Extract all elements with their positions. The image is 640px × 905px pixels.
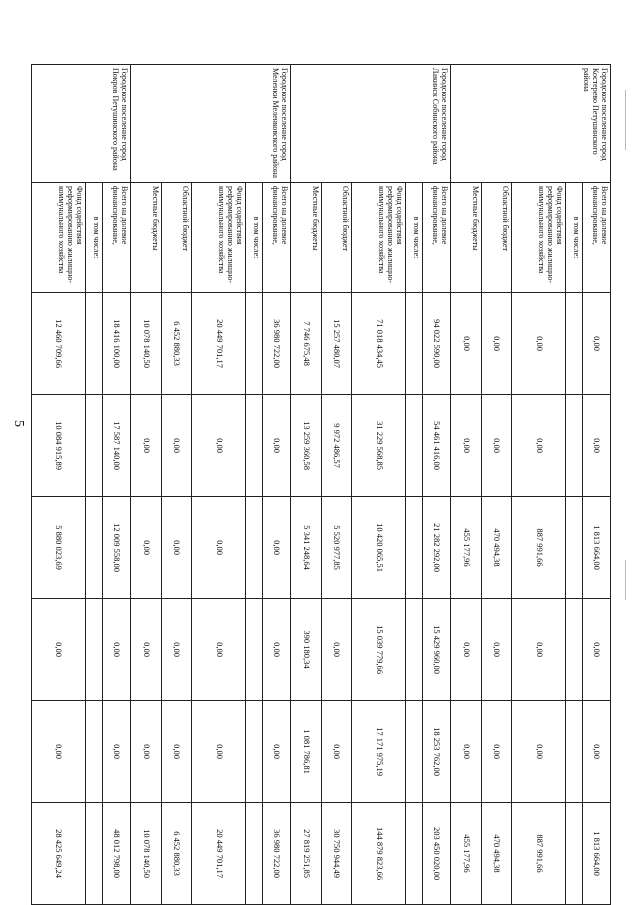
value-cell: 0,00 bbox=[262, 599, 290, 701]
value-cell: 0,00 bbox=[161, 395, 192, 497]
empty-cell bbox=[246, 293, 262, 395]
total-value-cell: 455 177,96 bbox=[451, 803, 482, 905]
table-row bbox=[451, 65, 482, 905]
value-cell: 0,00 bbox=[512, 395, 566, 497]
financing-table bbox=[31, 64, 611, 905]
total-value-cell: 36 980 722,00 bbox=[262, 803, 290, 905]
total-value-cell: 30 750 944,49 bbox=[321, 803, 352, 905]
value-cell: 0,00 bbox=[192, 599, 246, 701]
value-cell: 10 078 140,50 bbox=[131, 293, 162, 395]
value-cell: 1 081 786,81 bbox=[291, 701, 322, 803]
total-value-cell: 203 450 020,00 bbox=[422, 803, 450, 905]
value-cell: 0,00 bbox=[481, 701, 512, 803]
value-cell: 0,00 bbox=[262, 395, 290, 497]
value-cell: 0,00 bbox=[321, 701, 352, 803]
value-cell: 15 039 779,66 bbox=[352, 599, 406, 701]
table-row bbox=[481, 65, 512, 905]
total-value-cell: 1 813 664,00 bbox=[582, 803, 610, 905]
value-cell: 0,00 bbox=[192, 395, 246, 497]
value-cell: 0,00 bbox=[451, 293, 482, 395]
value-cell: 20 449 701,17 bbox=[192, 293, 246, 395]
source-label-cell: в том числе: bbox=[246, 183, 262, 293]
empty-cell bbox=[406, 599, 422, 701]
empty-cell bbox=[406, 803, 422, 905]
table-row bbox=[262, 65, 290, 905]
empty-cell bbox=[566, 701, 582, 803]
source-label-cell: в том числе: bbox=[406, 183, 422, 293]
value-cell: 0,00 bbox=[321, 599, 352, 701]
empty-cell bbox=[566, 395, 582, 497]
total-value-cell: 28 425 649,24 bbox=[32, 803, 86, 905]
table-row bbox=[582, 65, 610, 905]
value-cell: 470 494,38 bbox=[481, 497, 512, 599]
value-cell: 0,00 bbox=[262, 497, 290, 599]
value-cell: 0,00 bbox=[161, 599, 192, 701]
value-cell: 0,00 bbox=[582, 395, 610, 497]
value-cell: 54 461 416,00 bbox=[422, 395, 450, 497]
value-cell: 12 009 558,00 bbox=[102, 497, 130, 599]
empty-cell bbox=[566, 599, 582, 701]
empty-cell bbox=[406, 293, 422, 395]
value-cell: 1 813 664,00 bbox=[582, 497, 610, 599]
value-cell: 0,00 bbox=[512, 599, 566, 701]
value-cell: 31 229 568,85 bbox=[352, 395, 406, 497]
empty-cell bbox=[86, 599, 102, 701]
total-value-cell: 48 012 798,00 bbox=[102, 803, 130, 905]
value-cell: 0,00 bbox=[32, 701, 86, 803]
source-label-cell: Фонд содействия реформированию жилищно-коммунального хозяйства bbox=[512, 183, 566, 293]
empty-cell bbox=[406, 497, 422, 599]
value-cell: 0,00 bbox=[512, 701, 566, 803]
value-cell: 18 253 762,00 bbox=[422, 701, 450, 803]
value-cell: 0,00 bbox=[161, 701, 192, 803]
value-cell: 0,00 bbox=[192, 497, 246, 599]
scan-edge-mark bbox=[625, 560, 626, 600]
source-label-cell: Фонд содействия реформированию жилищно-коммунального хозяйства bbox=[352, 183, 406, 293]
value-cell: 0,00 bbox=[451, 395, 482, 497]
table-body bbox=[32, 65, 611, 905]
empty-cell bbox=[246, 803, 262, 905]
municipality-cell: Городское поселение город Лакинск Собинского района bbox=[291, 65, 451, 183]
value-cell: 94 022 590,00 bbox=[422, 293, 450, 395]
value-cell: 0,00 bbox=[262, 701, 290, 803]
value-cell: 0,00 bbox=[102, 701, 130, 803]
empty-cell bbox=[246, 701, 262, 803]
table-row bbox=[566, 65, 582, 905]
value-cell: 0,00 bbox=[582, 293, 610, 395]
table-row bbox=[86, 65, 102, 905]
value-cell: 0,00 bbox=[582, 701, 610, 803]
empty-cell bbox=[86, 701, 102, 803]
scan-edge-mark bbox=[625, 90, 626, 150]
value-cell: 9 972 486,57 bbox=[321, 395, 352, 497]
value-cell: 10 420 065,51 bbox=[352, 497, 406, 599]
value-cell: 887 991,66 bbox=[512, 497, 566, 599]
value-cell: 0,00 bbox=[131, 395, 162, 497]
source-label-cell: Всего на долевое финансирование, bbox=[262, 183, 290, 293]
empty-cell bbox=[246, 497, 262, 599]
page-number: 5 bbox=[11, 420, 26, 427]
source-label-cell: Областной бюджет bbox=[161, 183, 192, 293]
empty-cell bbox=[86, 395, 102, 497]
value-cell: 17 171 975,19 bbox=[352, 701, 406, 803]
empty-cell bbox=[566, 803, 582, 905]
value-cell: 71 018 434,45 bbox=[352, 293, 406, 395]
empty-cell bbox=[246, 395, 262, 497]
total-value-cell: 10 078 140,50 bbox=[131, 803, 162, 905]
value-cell: 0,00 bbox=[481, 293, 512, 395]
municipality-cell: Городское поселение город Меленки Меленковского района bbox=[131, 65, 291, 183]
value-cell: 13 259 360,58 bbox=[291, 395, 322, 497]
total-value-cell: 6 452 880,33 bbox=[161, 803, 192, 905]
empty-cell bbox=[86, 803, 102, 905]
empty-cell bbox=[566, 293, 582, 395]
value-cell: 0,00 bbox=[512, 293, 566, 395]
value-cell: 0,00 bbox=[131, 701, 162, 803]
table-row bbox=[422, 65, 450, 905]
value-cell: 0,00 bbox=[131, 497, 162, 599]
municipality-cell: Городское поселение город Покров Петушинского района bbox=[32, 65, 131, 183]
value-cell: 17 587 140,00 bbox=[102, 395, 130, 497]
empty-cell bbox=[246, 599, 262, 701]
value-cell: 0,00 bbox=[451, 599, 482, 701]
value-cell: 15 429 960,00 bbox=[422, 599, 450, 701]
value-cell: 10 084 915,89 bbox=[32, 395, 86, 497]
source-label-cell: Местные бюджеты bbox=[451, 183, 482, 293]
source-label-cell: Всего на долевое финансирование, bbox=[422, 183, 450, 293]
value-cell: 0,00 bbox=[192, 701, 246, 803]
value-cell: 390 180,34 bbox=[291, 599, 322, 701]
value-cell: 5 341 248,64 bbox=[291, 497, 322, 599]
value-cell: 5 880 023,69 bbox=[32, 497, 86, 599]
value-cell: 6 452 880,33 bbox=[161, 293, 192, 395]
empty-cell bbox=[86, 293, 102, 395]
value-cell: 15 257 480,07 bbox=[321, 293, 352, 395]
empty-cell bbox=[406, 701, 422, 803]
value-cell: 7 746 675,48 bbox=[291, 293, 322, 395]
table-row bbox=[352, 65, 406, 905]
value-cell: 5 520 977,85 bbox=[321, 497, 352, 599]
table-row bbox=[192, 65, 246, 905]
value-cell: 0,00 bbox=[32, 599, 86, 701]
empty-cell bbox=[86, 497, 102, 599]
empty-cell bbox=[406, 395, 422, 497]
table-row bbox=[32, 65, 86, 905]
source-label-cell: Фонд содействия реформированию жилищно-коммунального хозяйства bbox=[192, 183, 246, 293]
value-cell: 455 177,96 bbox=[451, 497, 482, 599]
source-label-cell: Областной бюджет bbox=[481, 183, 512, 293]
value-cell: 0,00 bbox=[582, 599, 610, 701]
table-row bbox=[291, 65, 322, 905]
empty-cell bbox=[566, 497, 582, 599]
rotated-table-container bbox=[31, 64, 611, 904]
table-row bbox=[406, 65, 422, 905]
source-label-cell: в том числе: bbox=[566, 183, 582, 293]
value-cell: 0,00 bbox=[131, 599, 162, 701]
source-label-cell: Фонд содействия реформированию жилищно-коммунального хозяйства bbox=[32, 183, 86, 293]
table-row bbox=[321, 65, 352, 905]
value-cell: 21 282 292,00 bbox=[422, 497, 450, 599]
value-cell: 0,00 bbox=[102, 599, 130, 701]
value-cell: 18 416 100,00 bbox=[102, 293, 130, 395]
value-cell: 36 980 722,00 bbox=[262, 293, 290, 395]
value-cell: 0,00 bbox=[481, 599, 512, 701]
table-row bbox=[102, 65, 130, 905]
total-value-cell: 144 879 823,66 bbox=[352, 803, 406, 905]
value-cell: 12 460 709,66 bbox=[32, 293, 86, 395]
total-value-cell: 27 819 251,85 bbox=[291, 803, 322, 905]
total-value-cell: 470 494,38 bbox=[481, 803, 512, 905]
table-row bbox=[161, 65, 192, 905]
value-cell: 0,00 bbox=[451, 701, 482, 803]
table-row bbox=[512, 65, 566, 905]
value-cell: 0,00 bbox=[481, 395, 512, 497]
municipality-cell: Городское поселение город Костерево Петушинского района bbox=[451, 65, 611, 183]
source-label-cell: Местные бюджеты bbox=[131, 183, 162, 293]
source-label-cell: Областной бюджет bbox=[321, 183, 352, 293]
table-row bbox=[246, 65, 262, 905]
source-label-cell: Местные бюджеты bbox=[291, 183, 322, 293]
total-value-cell: 887 991,66 bbox=[512, 803, 566, 905]
total-value-cell: 20 449 701,17 bbox=[192, 803, 246, 905]
source-label-cell: в том числе: bbox=[86, 183, 102, 293]
source-label-cell: Всего на долевое финансирование, bbox=[102, 183, 130, 293]
source-label-cell: Всего на долевое финансирование, bbox=[582, 183, 610, 293]
table-row bbox=[131, 65, 162, 905]
value-cell: 0,00 bbox=[161, 497, 192, 599]
